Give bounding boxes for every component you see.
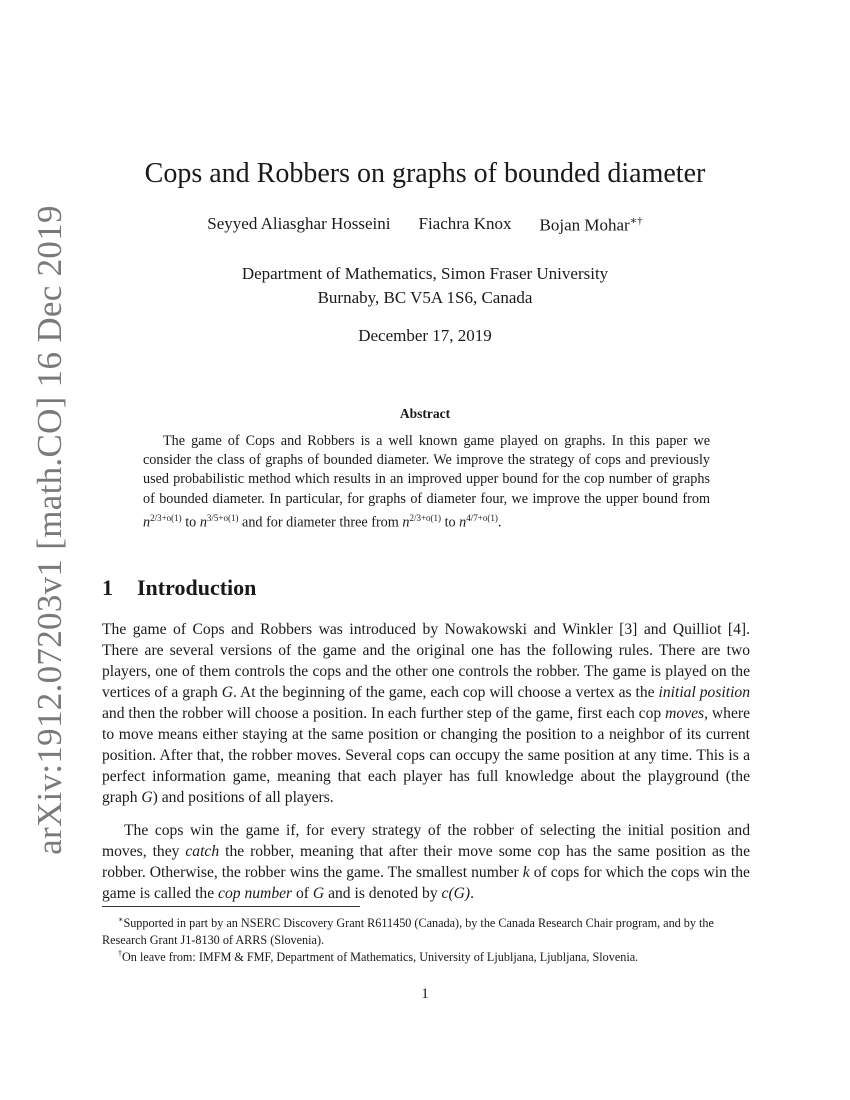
footnote-mark: ∗† [629,215,643,227]
section-heading [102,575,256,601]
paper-title: Cops and Robbers on graphs of bounded diameter [144,158,706,189]
arxiv-id: arXiv:1912.07203v1 [math.CO] 16 Dec 2019 [30,205,69,855]
math-exponent: 4/7+o(1) [466,512,498,523]
affiliation-line: Burnaby, BC V5A 1S6, Canada [317,288,533,307]
section-title: Introduction [137,575,257,600]
footnote: †On leave from: IMFM & FMF, Department of Mathematics, University of Ljubljana, Ljubljana, Slovenia. [118,949,639,965]
emphasis: moves [665,705,705,722]
footnote-divider [102,906,360,907]
emphasis: catch [185,843,220,860]
section-number: 1 [102,575,113,600]
footnote-mark: † [118,949,122,958]
affiliation-line: Department of Mathematics, Simon Fraser University [241,264,609,283]
author: Bojan Mohar∗† [539,215,643,235]
footnote-mark: ∗ [118,915,124,924]
math-symbol: n [199,514,207,531]
abstract-text: The game of Cops and Robbers is a well known game played on graphs. In this paper we consider the class of graphs of bounded diameter. We improve the strategy of cops and previously used probabilistic method which results in an improved upper bound for the cop number of graphs of bounded diameter. In particular, for graphs of diameter four, we improve the upper bound from $n^{2/3+o(1)}$ to $n^{3/5+o(1)}$ and for diameter three from $n^{2/3+o(1)}$ to $n^{4/7+o(1)}$. [143,433,710,531]
math-symbol: n [402,514,410,531]
arxiv-stamp [30,205,70,855]
body-paragraph: The cops win the game if, for every strategy of the robber of selecting the initial position and moves, they catch the robber, meaning that after their move some cop has the same position as the robber. Otherwise, the robber wins the game. The smallest number k of cops for which the cops win the game is called the cop number of G and is denoted by c(G). [102,822,750,902]
author: Fiachra Knox [418,214,512,233]
emphasis: initial position [658,684,750,701]
math-exponent: 2/3+o(1) [150,512,182,523]
emphasis: cop number [218,885,293,902]
author: Seyyed Aliasghar Hosseini [207,214,391,233]
footnote: ∗Supported in part by an NSERC Discovery Grant R611450 (Canada), by the Canada Research Chair program, and by the Research Grant J1-8130 of ARRS (Slovenia). [102,915,714,948]
author-list [0,214,850,236]
math-exponent: 3/5+o(1) [206,512,239,523]
affiliation [0,262,850,310]
math-symbol: n [143,514,151,531]
math-exponent: 2/3+o(1) [409,512,442,523]
body-paragraph: The game of Cops and Robbers was introduced by Nowakowski and Winkler [3] and Quilliot [4]. There are several versions of the game and the original one has the following rules. There are two players, one of them controls the cops and the other one controls the robber. The game is played on the vertices of a graph G. At the beginning of the game, each cop will choose a vertex as the initial position and then the robber will choose a position. In each further step of the game, first each cop moves, where to move means either staying at the same position or changing the position to a neighbor of its current position. After that, the robber moves. Several cops can occupy the same position at any time. This is a perfect information game, meaning that each player has full knowledge about the playground (the graph G) and positions of all players. [102,621,750,806]
math-symbol: n [459,514,467,531]
abstract-heading: Abstract [399,406,451,421]
page-number: 1 [421,986,429,1002]
paper-date: December 17, 2019 [358,326,492,345]
